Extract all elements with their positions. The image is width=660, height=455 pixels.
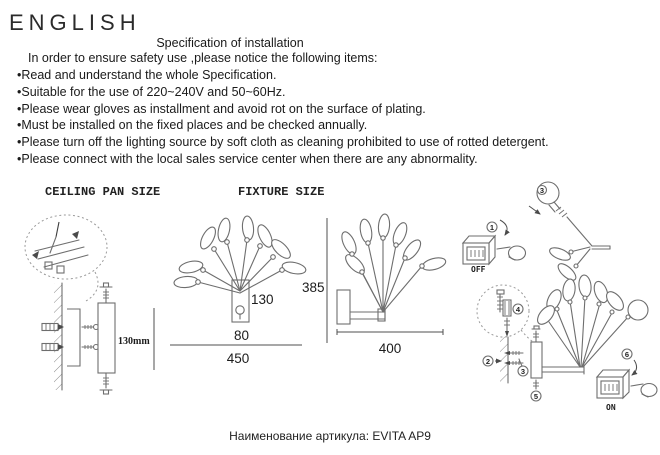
mounting-bracket — [67, 309, 80, 366]
mounting-plate — [98, 303, 115, 373]
wall-plate-side — [337, 290, 350, 324]
step-2-badge — [483, 356, 501, 366]
svg-text:4: 4 — [515, 305, 521, 314]
bulb-attach-sketch — [529, 182, 610, 283]
fixture-front-diagram — [170, 216, 327, 366]
step-3-badge — [518, 359, 528, 376]
hand-icon — [497, 246, 526, 260]
svg-text:6: 6 — [624, 350, 630, 359]
petal-lamps — [174, 216, 307, 289]
plate-screw-top — [532, 326, 540, 342]
plate-screw-top — [100, 283, 112, 303]
wall-anchor-screws — [42, 324, 99, 351]
front-plate-height-value: 130 — [251, 292, 274, 307]
front-height-value: 385 — [302, 280, 325, 295]
article-name: Наименование артикула: EVITA AP9 — [229, 429, 431, 443]
fixture-side-diagram — [337, 214, 447, 356]
rotate-arrow-icon — [632, 360, 637, 375]
insert-arrow-icon — [529, 206, 540, 214]
front-plate-width-value: 80 — [234, 328, 250, 343]
on-label: ON — [606, 403, 616, 412]
screw-detail-balloon-icon — [25, 215, 107, 301]
hand-icon — [631, 384, 657, 398]
spec-item: •Must be installed on the fixed places and be checked annually. — [17, 118, 368, 133]
language-header: ENGLISH — [9, 10, 141, 35]
step-5-badge — [531, 391, 541, 401]
spec-intro: In order to ensure safety use ,please notice the following items: — [28, 51, 378, 65]
spec-item: •Suitable for the use of 220~240V and 50~60Hz. — [17, 84, 286, 99]
page-title: Specification of installation — [156, 36, 304, 50]
svg-text:2: 2 — [485, 357, 491, 366]
plate-screw-bottom — [100, 373, 112, 394]
step-4-badge — [513, 304, 523, 314]
step-6-badge — [622, 349, 632, 359]
svg-text:3: 3 — [539, 186, 545, 195]
plate-hole — [236, 306, 244, 314]
power-switch-off-icon — [463, 236, 495, 264]
fixture-size-label: FIXTURE SIZE — [238, 185, 325, 199]
screw-detail-balloon-icon — [477, 285, 538, 345]
spec-item: •Please connect with the local sales service center when there are any abnormality. — [17, 151, 478, 166]
assembled-lamp-sketch — [534, 274, 648, 374]
svg-text:3: 3 — [520, 367, 526, 376]
ceiling-pan-diagram — [25, 215, 154, 394]
step-1-badge — [487, 222, 497, 232]
plate-height-value: 130mm — [118, 336, 150, 347]
installation-diagram — [463, 182, 657, 412]
side-depth-value: 400 — [378, 341, 402, 356]
plate-screw-bottom — [533, 380, 539, 389]
spec-item: •Read and understand the whole Specification. — [17, 68, 277, 82]
svg-text:5: 5 — [533, 392, 539, 401]
spec-item: •Please wear gloves as installment and avoid rot on the surface of plating. — [17, 101, 426, 116]
svg-text:1: 1 — [489, 223, 495, 232]
depth-dimension-line — [337, 329, 443, 335]
off-label: OFF — [471, 265, 486, 274]
step-3-badge — [538, 186, 547, 196]
power-switch-on-icon — [597, 370, 629, 398]
front-width-value: 450 — [226, 351, 250, 366]
petal-lamps — [339, 214, 447, 277]
mounting-plate — [531, 342, 542, 378]
rotate-arrow-icon — [500, 220, 507, 235]
spec-item: •Please turn off the lighting source by soft cloth as cleaning prohibited to use of rotted detergent. — [17, 135, 549, 150]
ceiling-pan-size-label: CEILING PAN SIZE — [45, 185, 161, 199]
wall-arm — [350, 309, 385, 321]
wall-hatch — [500, 337, 508, 383]
branch-arms — [198, 240, 282, 293]
wall-hatch — [54, 283, 62, 390]
